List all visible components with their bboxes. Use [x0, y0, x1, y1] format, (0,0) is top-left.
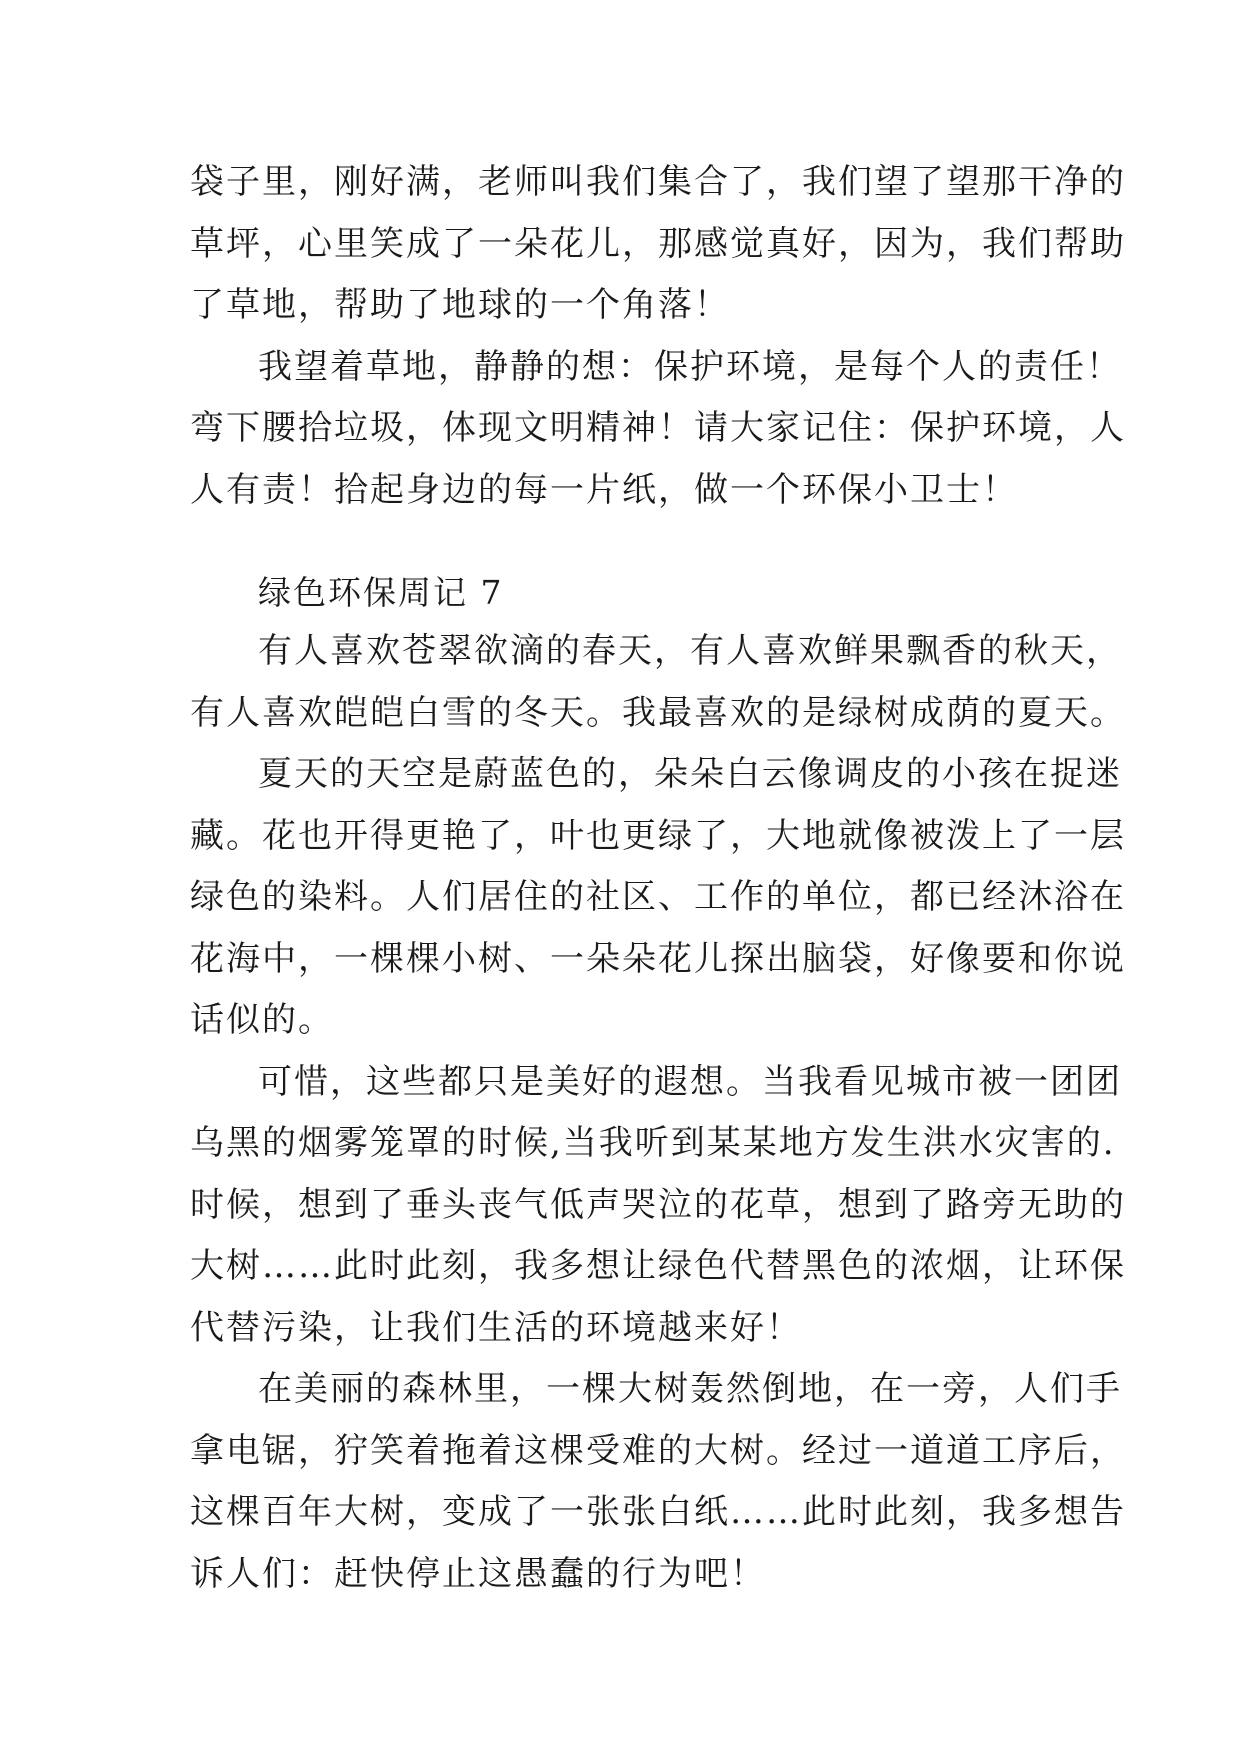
paragraph: [190, 337, 1126, 522]
text-line: 我望着草地，静静的想：保护环境，是每个人的责任！: [258, 346, 1122, 387]
text-line: 诉人们：赶快停止这愚蠢的行为吧！: [190, 1553, 766, 1594]
text-line: 可惜，这些都只是美好的遐想。当我看见城市被一团团: [258, 1061, 1122, 1102]
text-line: 藏。花也开得更艳了，叶也更绿了，大地就像被泼上了一层: [190, 815, 1126, 856]
text-line: 袋子里，刚好满，老师叫我们集合了，我们望了望那干净的: [190, 162, 1126, 202]
text-line: 代替污染，让我们生活的环境越来好！: [190, 1307, 802, 1348]
text-line: 人有责！拾起身边的每一片纸，做一个环保小卫士！: [190, 469, 1018, 510]
paragraph: [190, 621, 1126, 744]
text-line: 弯下腰拾垃圾，体现文明精神！请大家记住：保护环境，人: [190, 408, 1126, 448]
section-title: 绿色环保周记 7: [258, 573, 504, 612]
text-line: 大树……此时此刻，我多想让绿色代替黑色的浓烟，让环保: [190, 1246, 1126, 1286]
paragraph: [190, 1359, 1126, 1605]
paragraph: [190, 744, 1126, 1052]
text-line: 有人喜欢皑皑白雪的冬天。我最喜欢的是绿树成荫的夏天。: [190, 692, 1126, 733]
text-line: 有人喜欢苍翠欲滴的春天，有人喜欢鲜果飘香的秋天，: [258, 631, 1122, 671]
text-line: 这棵百年大树，变成了一张张白纸……此时此刻，我多想告: [190, 1492, 1126, 1532]
text-line: 时候，想到了垂头丧气低声哭泣的花草，想到了路旁无助的: [190, 1184, 1126, 1225]
paragraph: [190, 1052, 1126, 1360]
text-line: 在美丽的森林里，一棵大树轰然倒地，在一旁，人们手: [258, 1369, 1122, 1409]
text-line: 话似的。: [190, 1000, 334, 1040]
text-line: 夏天的天空是蔚蓝色的，朵朵白云像调皮的小孩在捉迷: [258, 754, 1122, 794]
text-line: 草坪，心里笑成了一朵花儿，那感觉真好，因为，我们帮助: [190, 223, 1126, 264]
text-line: 花海中，一棵棵小树、一朵朵花儿探出脑袋，好像要和你说: [190, 938, 1126, 979]
text-line: 绿色的染料。人们居住的社区、工作的单位，都已经沐浴在: [190, 877, 1126, 917]
paragraph: [190, 152, 1126, 337]
text-line: 了草地，帮助了地球的一个角落！: [190, 285, 730, 325]
bottom-text-block: [190, 621, 1126, 1605]
top-text-block: [190, 152, 1126, 521]
text-line: 乌黑的烟雾笼罩的时候,当我听到某某地方发生洪水灾害的.: [190, 1123, 1116, 1163]
text-line: 拿电锯，狞笑着拖着这棵受难的大树。经过一道道工序后，: [190, 1430, 1126, 1471]
